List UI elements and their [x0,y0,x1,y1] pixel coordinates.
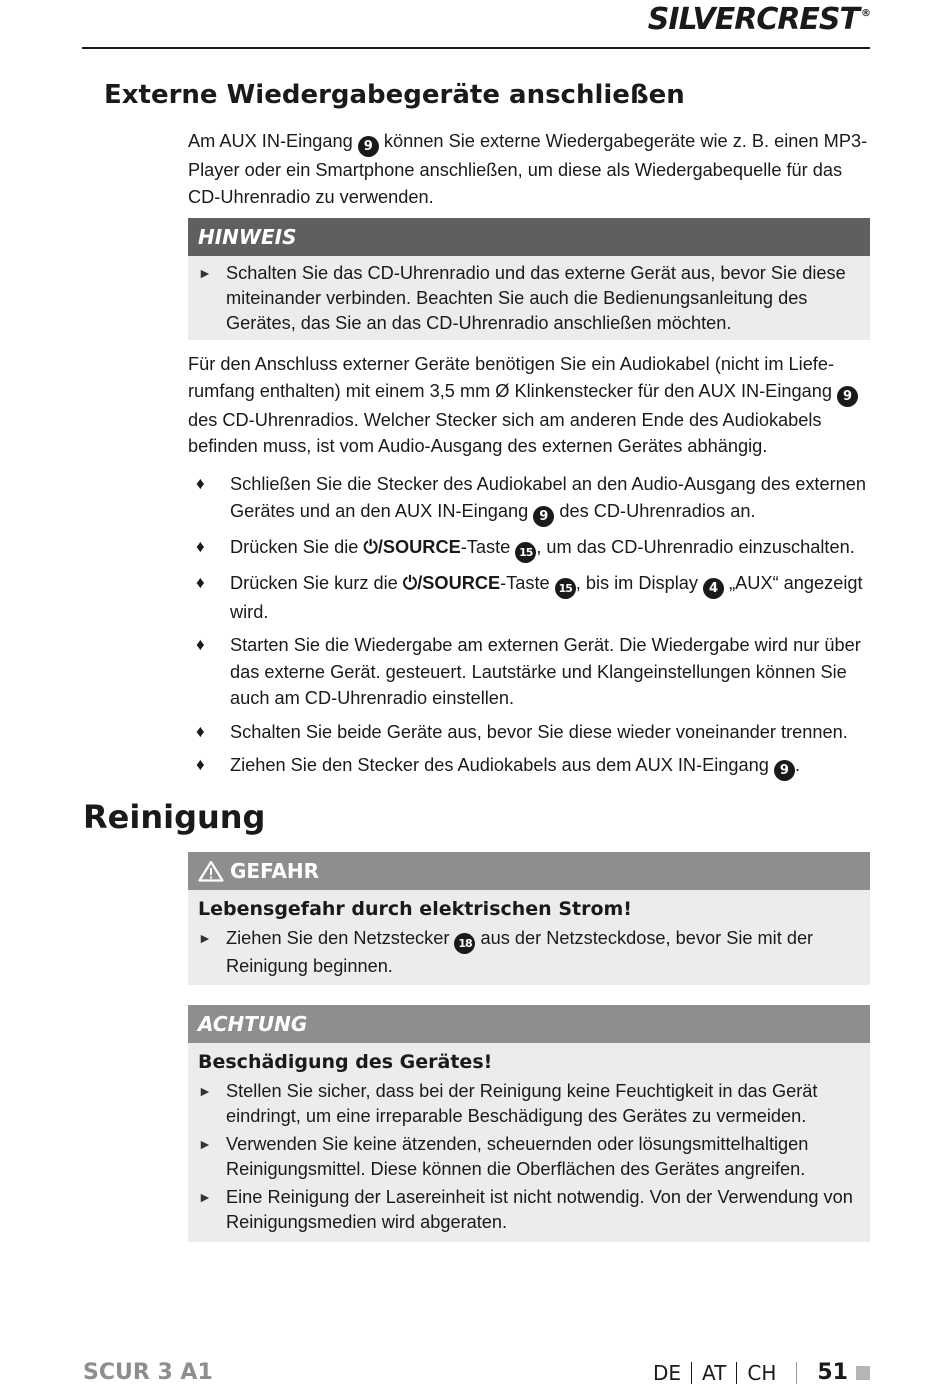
hinweis-title: HINWEIS [188,218,870,256]
hinweis-box [188,218,870,340]
country-de: DE [652,1360,681,1385]
ref-number: 9 [837,386,858,407]
list-item: ♦ Ziehen Sie den Stecker des Audiokabels aus dem AUX IN-Eingang 9 . [188,752,878,781]
arrow-icon: ► [198,1136,212,1152]
achtung-title: ACHTUNG [188,1005,870,1043]
achtung-item: ► Verwenden Sie keine ätzenden, scheuernden oder lösungsmittelhaltigen Reinigungsmittel. Diese können die Oberflächen des Gerätes angreifen. [198,1134,809,1179]
power-icon: ⏻ [363,536,378,557]
country-at: AT [702,1360,727,1385]
achtung-item: ► Eine Reinigung der Lasereinheit ist nicht notwendig. Von der Verwendung von Reinigungsmedien wird abgeraten. [198,1187,853,1232]
model-number: SCUR 3 A1 [83,1360,213,1385]
ref-number: 9 [533,506,554,527]
achtung-item: ► Stellen Sie sicher, dass bei der Reinigung keine Feuchtigkeit in das Gerät eindringt, um eine irreparable Beschädigung des Gerätes zu vermeiden. [198,1081,818,1126]
gefahr-subtitle: Lebensgefahr durch elektrischen Strom! [198,898,632,920]
arrow-icon: ► [198,1083,212,1099]
ref-number: 15 [515,542,536,563]
section-title-cleaning: Reinigung [83,798,266,836]
divider [736,1362,737,1384]
hinweis-item: ► Schalten Sie das CD-Uhrenradio und das externe Gerät aus, bevor Sie diese miteinander verbinden. Beachten Sie auch die Bedienungsanleitung des Gerätes, das Sie an das CD-Uhrenradio anschließen möchten. [198,263,846,333]
diamond-icon: ♦ [196,721,205,741]
list-item: ♦ Schließen Sie die Stecker des Audiokabel an den Audio-Ausgang des externen Gerätes und an den AUX IN-Eingang 9 des CD-Uhrenradios an. [188,471,878,527]
footer-page-info [653,1360,870,1385]
intro-paragraph: Am AUX IN-Eingang 9 können Sie externe Wiedergabegeräte wie z. B. einen MP3-Player oder ein Smartphone anschließen, um diese als Wiedergabequelle für das CD-Uhrenradio zu verwenden. [188,131,868,207]
diamond-icon: ♦ [196,474,205,493]
page-number: 51 [817,1360,848,1385]
arrow-icon: ► [198,265,212,281]
diamond-icon: ♦ [196,755,205,774]
steps-list [188,471,878,781]
divider [796,1362,797,1384]
cable-paragraph: Für den Anschluss externer Geräte benötigen Sie ein Audiokabel (nicht im Lieferumfang enthalten) mit einem 3,5 mm Ø Klinkenstecker für den AUX IN-Eingang 9 des CD-Uhrenradios. Welcher Stecker sich am anderen Ende des Audiokabels befinden muss, ist vom Audio-Ausgang des externen Gerätes abhängig. [188,351,870,460]
ref-number: 9 [774,760,795,781]
ref-number: 15 [555,578,576,599]
ref-number: 9 [358,136,379,157]
list-item: ♦ Drücken Sie kurz die ⏻/SOURCE-Taste 15 , bis im Display 4 „AUX“ angezeigt wird. [188,570,878,626]
arrow-icon: ► [198,1189,212,1205]
diamond-icon: ♦ [196,635,205,654]
page-marker [856,1366,870,1380]
header-rule [82,47,870,49]
brand-logo: SILVERCREST ® [647,2,870,37]
section-title-external: Externe Wiedergabegeräte anschließen [104,80,685,110]
list-item: ♦ Drücken Sie die ⏻/SOURCE-Taste 15 , um das CD-Uhrenradio einzuschalten. [188,534,878,563]
registered-mark: ® [861,8,870,19]
gefahr-item: ► Ziehen Sie den Netzstecker 18 aus der Netzsteckdose, bevor Sie mit der Reinigung beginnen. [198,928,814,976]
diamond-icon: ♦ [196,536,205,556]
gefahr-box [188,852,870,985]
diamond-icon: ♦ [196,572,205,592]
country-ch: CH [747,1360,777,1385]
arrow-icon: ► [198,930,212,946]
ref-number: 18 [454,933,475,954]
gefahr-title: GEFAHR [188,852,870,890]
achtung-subtitle: Beschädigung des Gerätes! [198,1051,493,1073]
divider [691,1362,692,1384]
power-icon: ⏻ [402,572,418,593]
list-item: ♦ Schalten Sie beide Geräte aus, bevor Sie diese wieder voneinander trennen. [188,719,878,746]
list-item: ♦ Starten Sie die Wiedergabe am externen Gerät. Die Wiedergabe wird nur über das externe Gerät. gesteuert. Lautstärke und Klangeinstellungen können Sie auch am CD-Uhrenradio einstellen. [188,632,878,712]
warning-triangle-icon [198,860,224,882]
ref-number: 4 [703,578,724,599]
achtung-box [188,1005,870,1242]
